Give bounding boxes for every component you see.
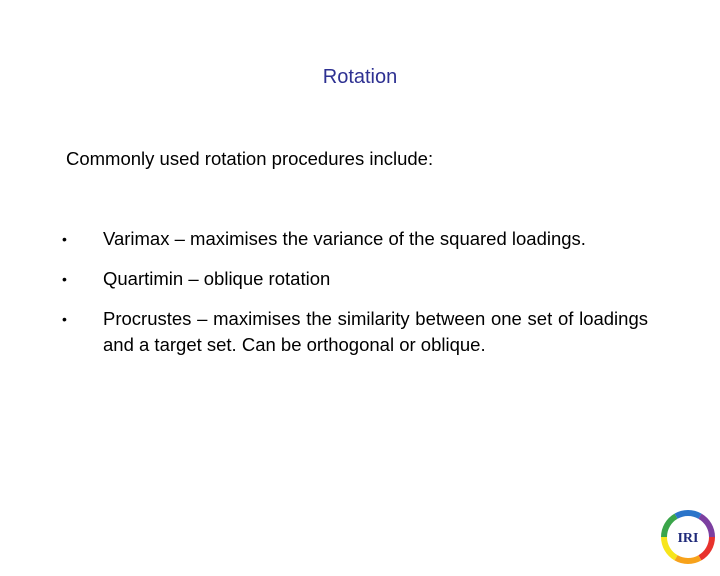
bullet-list — [62, 226, 648, 372]
list-item — [62, 306, 648, 358]
slide-title: Rotation — [322, 66, 398, 88]
bullet-text: Quartimin – oblique rotation — [103, 268, 331, 289]
bullet-text: Varimax – maximises the variance of the squared loadings. — [103, 228, 586, 249]
intro-text: Commonly used rotation procedures include: — [66, 148, 434, 169]
bullet-icon: • — [62, 231, 67, 247]
list-item — [62, 266, 648, 292]
list-item — [62, 226, 648, 252]
bullet-icon: • — [62, 271, 67, 287]
logo-text: IRI — [677, 531, 699, 546]
bullet-text: Procrustes – maximises the similarity between one set of loadings and a target set. Can be orthogonal or oblique. — [103, 308, 648, 355]
iri-logo — [660, 509, 716, 565]
bullet-icon: • — [62, 311, 67, 327]
